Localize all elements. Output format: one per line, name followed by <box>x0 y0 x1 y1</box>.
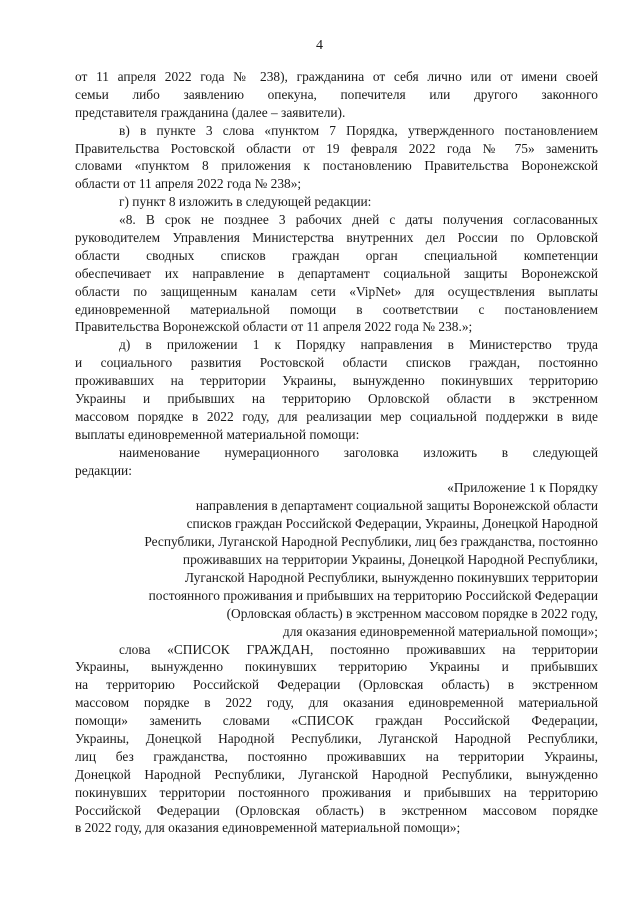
text-line: д) в приложении 1 к Порядку направления в Министерство труда <box>119 337 598 353</box>
page-number: 4 <box>316 38 323 53</box>
text-line: единовременной материальной помощи в соответствии с постановлением <box>75 301 598 317</box>
text-line: (Орловская область) в экстренном массовом порядке в 2022 году, <box>226 605 598 621</box>
text-line: Правительства Воронежской области от 11 апреля 2022 года № 238.»; <box>75 319 473 335</box>
text-line: слова «СПИСОК ГРАЖДАН, постоянно проживавших на территории <box>119 641 598 657</box>
text-line: от 11 апреля 2022 года № 238), гражданина от себя лично или от имени своей <box>75 69 598 84</box>
text-line: Луганской Народной Республики, вынужденно покинувших территории <box>184 569 598 585</box>
text-line: представителя гражданина (далее – заявители). <box>75 104 346 120</box>
text-line: «Приложение 1 к Порядку <box>447 480 598 496</box>
text-line: Украины, вынужденно покинувших территорию Украины и прибывших <box>75 659 598 675</box>
text-line: «8. В срок не позднее 3 рабочих дней с даты получения согласованных <box>119 212 598 228</box>
text-line: наименование нумерационного заголовка изложить в следующей <box>119 444 598 460</box>
text-line: выплаты единовременной материальной помощи: <box>75 426 360 442</box>
text-line: семьи либо заявлению опекуна, попечителя или другого законного <box>75 86 598 102</box>
text-line: постоянного проживания и прибывших на территорию Российской Федерации <box>148 587 598 603</box>
text-line: массовом порядке в 2022 году, для оказания единовременной материальной <box>75 695 598 711</box>
text-line: для оказания единовременной материальной помощи»; <box>282 623 598 639</box>
text-line: и социального развития Ростовской области списков граждан, постоянно <box>75 355 598 371</box>
text-line: проживавших на территории Украины, вынужденно покинувших территорию <box>75 373 598 389</box>
text-line: покинувших территории постоянного проживания и прибывших на территорию <box>75 784 598 800</box>
text-line: помощи» заменить словами «СПИСОК граждан Российской Федерации, <box>75 713 598 729</box>
text-line: редакции: <box>75 462 132 478</box>
text-line: г) пункт 8 изложить в следующей редакции: <box>119 194 372 210</box>
text-line: на территорию Российской Федерации (Орловская область) в экстренном <box>75 677 598 693</box>
document-body <box>75 68 598 837</box>
text-line: области по защищенным каналам сети «VipNet» для осуществления выплаты <box>75 283 598 299</box>
text-line: в) в пункте 3 слова «пунктом 7 Порядка, утвержденного постановлением <box>119 122 598 138</box>
text-line: лиц без гражданства, постоянно проживавших на территории Украины, <box>75 748 598 764</box>
text-line: Украины и прибывших на территорию Орловской области в экстренном <box>75 391 598 407</box>
text-line: Республики, Луганской Народной Республики, лиц без гражданства, постоянно <box>144 534 598 550</box>
text-line: проживавших на территории Украины, Донецкой Народной Республики, <box>182 552 598 568</box>
text-line: Российской Федерации (Орловская область) в экстренном массовом порядке <box>75 802 598 818</box>
text-line: Донецкой Народной Республики, Луганской Народной Республики, вынужденно <box>75 766 598 782</box>
text-line: Правительства Ростовской области от 19 февраля 2022 года № 75» заменить <box>75 140 598 156</box>
text-line: направления в департамент социальной защиты Воронежской области <box>195 498 598 514</box>
text-line: Украины, Донецкой Народной Республики, Луганской Народной Республики, <box>75 730 598 746</box>
text-line: словами «пунктом 8 приложения к постановлению Правительства Воронежской <box>75 158 598 174</box>
text-line: списков граждан Российской Федерации, Украины, Донецкой Народной <box>186 516 598 532</box>
text-line: области от 11 апреля 2022 года № 238»; <box>75 176 302 192</box>
text-line: массовом порядке в 2022 году, для реализации мер социальной поддержки в виде <box>75 408 598 424</box>
text-line: обеспечивает их направление в департамент социальной защиты Воронежской <box>75 265 598 281</box>
text-line: в 2022 году, для оказания единовременной материальной помощи»; <box>75 820 461 836</box>
text-line: руководителем Управления Министерства внутренних дел России по Орловской <box>75 230 598 246</box>
text-line: области сводных списков граждан орган специальной компетенции <box>75 247 598 263</box>
